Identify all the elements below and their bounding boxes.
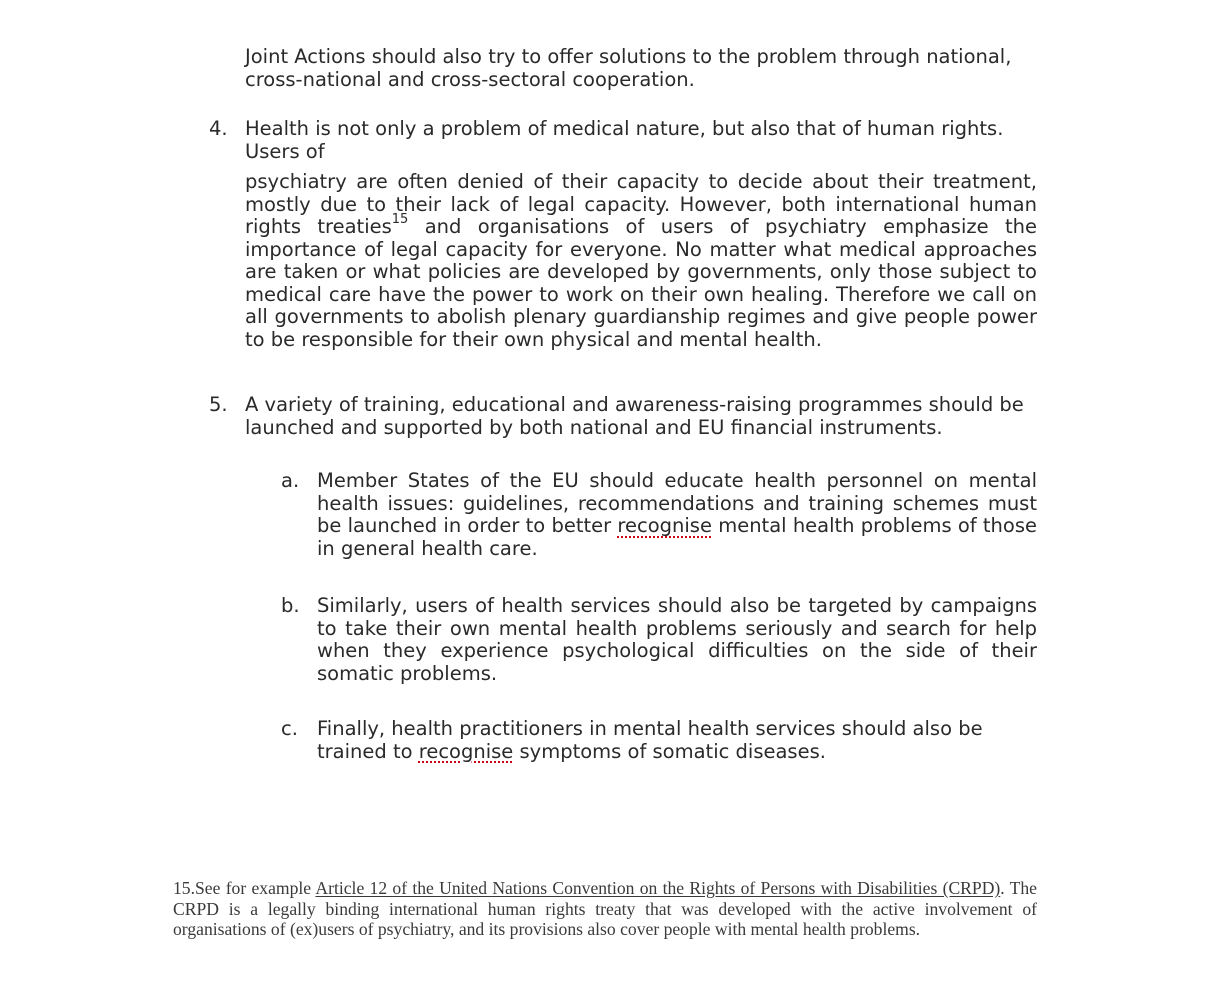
sub-c-line-2 [317, 741, 1037, 764]
sub-a-text-before: Member States of the EU should educate health personnel on mental health issues: guidelines, recommendations and training schemes must be launched in order to better [317, 469, 1037, 537]
footnote-lead: See for example [195, 878, 316, 898]
sub-marker-a: a. [281, 469, 300, 492]
footnote-crpd-link[interactable]: Article 12 of the United Nations Convention on the Rights of Persons with Disabilities (CRPD) [315, 878, 1001, 898]
list-marker-4: 4. [209, 117, 228, 140]
footnote-ref-15[interactable]: 15 [391, 211, 409, 227]
intro-paragraph [245, 46, 1045, 91]
sub-c-line-2-after: symptoms of somatic diseases. [513, 739, 826, 763]
sub-item-b [281, 594, 1037, 685]
intro-line-2: cross-national and cross-sectoral cooperation. [245, 67, 695, 91]
spelling-flagged-word[interactable]: recognise [617, 514, 712, 537]
sub-c-line-1: Finally, health practitioners in mental health services should also be [317, 717, 983, 740]
sub-item-a [281, 469, 1037, 560]
footnote-rest: . The CRPD is a legally binding international human rights treaty that was developed with the active involvement of organisations of (ex)users of psychiatry, and its provisions also cover people with mental health problems. [173, 878, 1037, 939]
item4-text-before-footnote: psychiatry are often denied of their capacity to decide about their treatment, mostly due to their lack of legal capacity. However, both international human rights treaties [245, 170, 1037, 238]
sub-marker-c: c. [281, 717, 298, 740]
sub-marker-b: b. [281, 594, 300, 617]
list-marker-5: 5. [209, 393, 228, 416]
footnote-number: 15. [173, 878, 195, 898]
spelling-flagged-word[interactable]: recognise [418, 739, 514, 763]
list-item-5 [209, 393, 1037, 439]
intro-line-1: Joint Actions should also try to offer solutions to the problem through national, [245, 45, 1012, 68]
sub-c-line-2-before: trained to [317, 739, 419, 763]
sub-a-text-after: mental health problems of those in general health care. [317, 514, 1037, 560]
item4-line-2: Users of [245, 139, 325, 163]
item5-text: A variety of training, educational and awareness-raising programmes should be launched and supported by both national and EU financial instruments. [245, 393, 1024, 439]
sub-b-text: Similarly, users of health services should also be targeted by campaigns to take their own mental health problems seriously and search for help when they experience psychological difficulties on the side of their somatic problems. [317, 594, 1037, 685]
item4-text-after-footnote: and organisations of users of psychiatry emphasize the importance of legal capacity for everyone. No matter what medical approaches are taken or what policies are developed by governments, only those subject to medical care have the power to work on their own healing. Therefore we call on all governments to abolish plenary guardianship regimes and give people power to be responsible for their own physical and mental health. [245, 215, 1038, 351]
item4-line-1: Health is not only a problem of medical nature, but also that of human rights. [245, 117, 1004, 140]
footnote-15 [173, 878, 1037, 940]
item4-paragraph [245, 171, 1037, 351]
sub-item-c [281, 717, 1037, 763]
list-item-4 [209, 117, 1037, 163]
